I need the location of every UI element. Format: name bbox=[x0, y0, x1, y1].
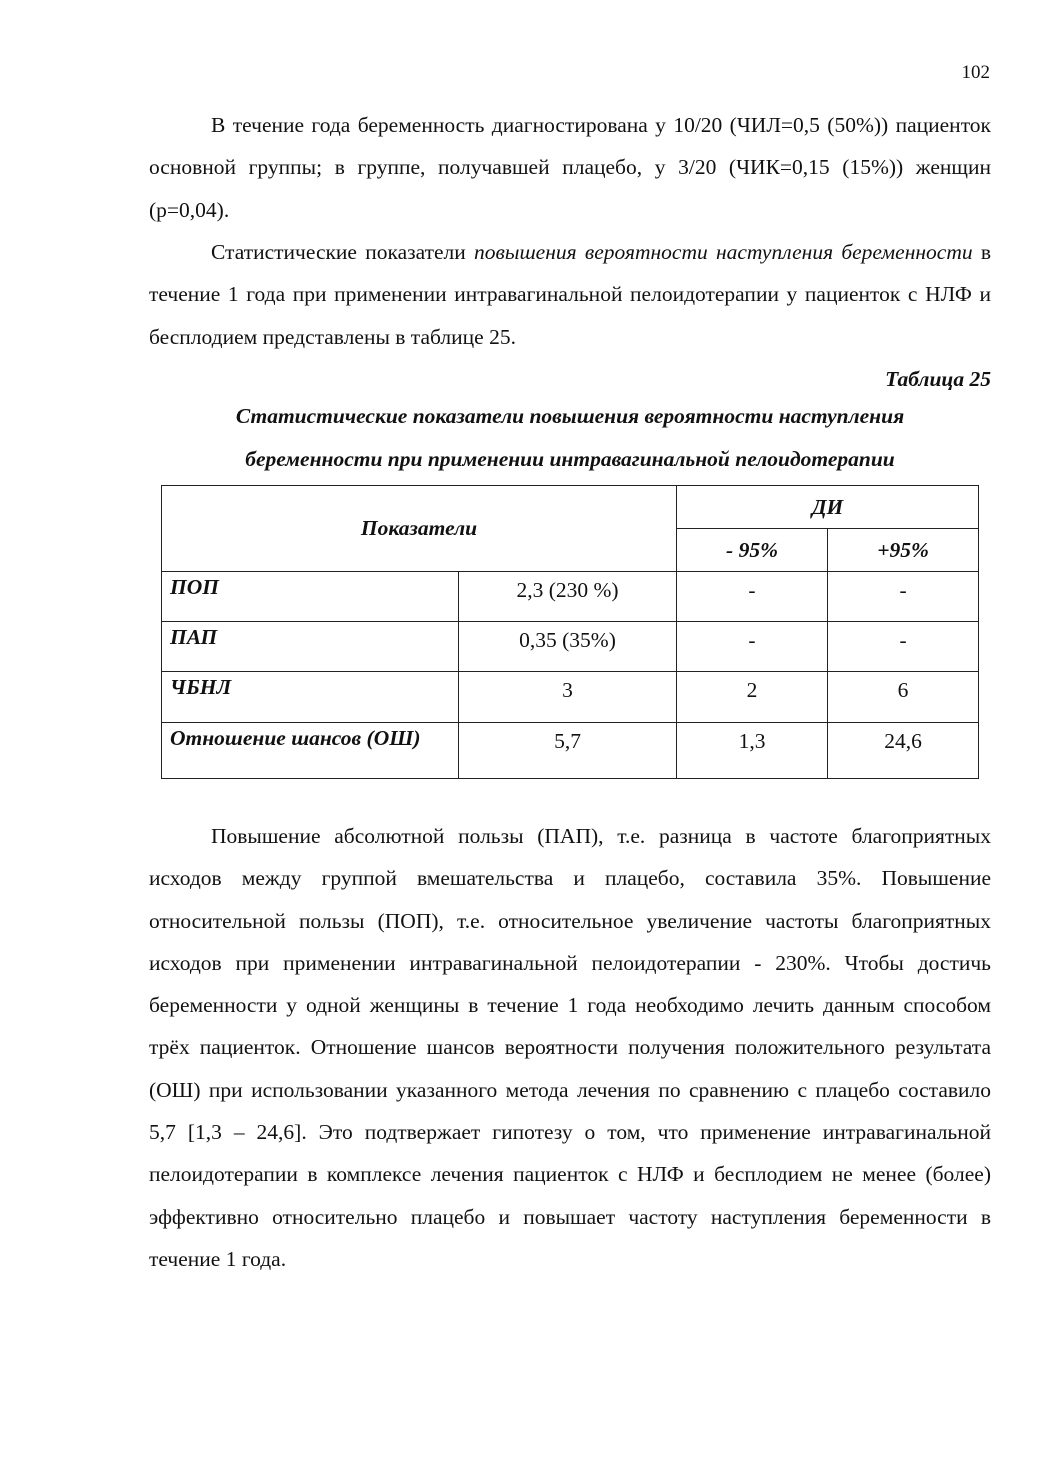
row-value: 3 bbox=[459, 672, 677, 723]
row-name: ПОП bbox=[162, 572, 459, 622]
row-lower: 1,3 bbox=[677, 723, 828, 779]
paragraph-2 bbox=[149, 231, 991, 358]
paragraph-3: Повышение абсолютной пользы (ПАП), т.е. разница в частоте благоприятных исходов между группой вмешательства и плацебо, составила 35%. Повышение относительной пользы (ПОП), т.е. относительное увеличение частоты благоприятных исходов при применении интравагинальной пелоидотерапии - 230%. Чтобы достичь беременности у одной женщины в течение 1 года необходимо лечить данным способом трёх пациенток. Отношение шансов вероятности получения положительного результата (ОШ) при использовании указанного метода лечения по сравнению с плацебо составило 5,7 [1,3 – 24,6]. Это подтвержает гипотезу о том, что применение интравагинальной пелоидотерапии в комплексе лечения пациенток с НЛФ и бесплодием не менее (более) эффективно относительно плацебо и повышает частоту наступления беременности в течение 1 года. bbox=[149, 824, 991, 1271]
row-value: 5,7 bbox=[459, 723, 677, 779]
row-upper: - bbox=[828, 572, 979, 622]
row-upper: 24,6 bbox=[828, 723, 979, 779]
table-caption-line-1: Статистические показатели повышения вероятности наступления bbox=[235, 404, 905, 428]
table-row bbox=[162, 672, 979, 723]
header-lower-95: - 95% bbox=[677, 529, 828, 572]
row-upper: - bbox=[828, 622, 979, 672]
row-value: 0,35 (35%) bbox=[459, 622, 677, 672]
table-caption bbox=[149, 395, 991, 481]
row-lower: - bbox=[677, 572, 828, 622]
table-row bbox=[162, 723, 979, 779]
statistics-table bbox=[161, 485, 979, 779]
table-row bbox=[162, 622, 979, 672]
table-label: Таблица 25 bbox=[885, 367, 991, 391]
row-name: Отношение шансов (ОШ) bbox=[162, 723, 459, 779]
row-name: ПАП bbox=[162, 622, 459, 672]
table-header-row bbox=[162, 486, 979, 529]
page-number: 102 bbox=[961, 62, 990, 83]
table-caption-line-2: беременности при применении интравагинальной пелоидотерапии bbox=[245, 447, 895, 471]
row-name: ЧБНЛ bbox=[162, 672, 459, 723]
table-row bbox=[162, 572, 979, 622]
row-value: 2,3 (230 %) bbox=[459, 572, 677, 622]
paragraph-2-italic: повышения вероятности наступления беременности bbox=[474, 240, 973, 264]
paragraph-1: В течение года беременность диагностирована у 10/20 (ЧИЛ=0,5 (50%)) пациенток основной группы; в группе, получавшей плацебо, у 3/20 (ЧИК=0,15 (15%)) женщин (р=0,04). bbox=[149, 113, 991, 222]
header-ci: ДИ bbox=[677, 486, 979, 529]
paragraph-2-part-2: в течение 1 года при применении интравагинальной пелоидотерапии у пациенток с НЛФ и бесплодием представлены в таблице 25. bbox=[149, 240, 992, 349]
paragraph-2-part-1: Статистические показатели bbox=[211, 240, 475, 264]
header-upper-95: +95% bbox=[828, 529, 979, 572]
header-indicators: Показатели bbox=[162, 486, 677, 572]
row-upper: 6 bbox=[828, 672, 979, 723]
row-lower: - bbox=[677, 622, 828, 672]
row-lower: 2 bbox=[677, 672, 828, 723]
